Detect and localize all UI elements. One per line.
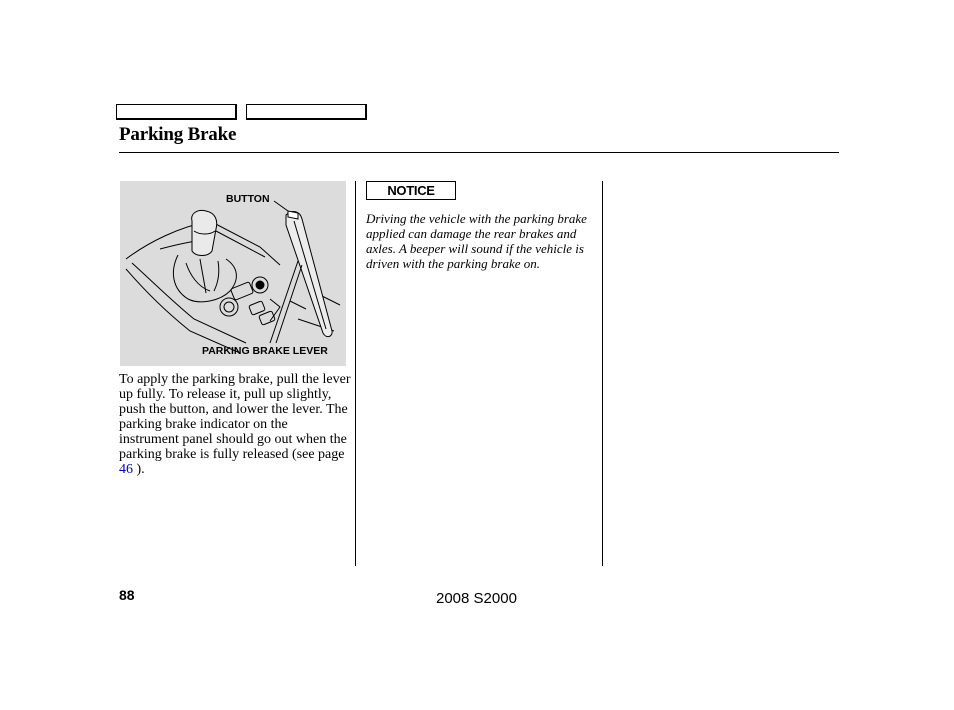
page-reference-link[interactable]: 46 [119, 462, 133, 477]
footer-model: 2008 S2000 [436, 590, 517, 607]
column-divider-left [355, 181, 356, 566]
button-label: BUTTON [226, 193, 270, 205]
main-menu-button[interactable] [116, 104, 237, 120]
parking-brake-lever-label: PARKING BRAKE LEVER [202, 345, 328, 357]
title-divider [119, 152, 839, 153]
console-drawing [120, 181, 346, 366]
instruction-text-end: ). [133, 462, 145, 477]
instruction-paragraph [119, 372, 351, 477]
page-title: Parking Brake [119, 124, 237, 145]
instruction-text: To apply the parking brake, pull the lever up fully. To release it, pull up slightly, push the button, and lower the lever. The parking brake indicator on the instrument panel should go out when the parking brake is fully released (see page [119, 372, 351, 462]
notice-text: Driving the vehicle with the parking brake applied can damage the rear brakes and axles. A beeper will sound if the vehicle is driven with the parking brake on. [366, 211, 587, 271]
page-number: 88 [119, 587, 135, 603]
index-button[interactable] [246, 104, 367, 120]
parking-brake-illustration [120, 181, 346, 366]
notice-badge: NOTICE [366, 181, 456, 200]
column-divider-right [602, 181, 603, 566]
